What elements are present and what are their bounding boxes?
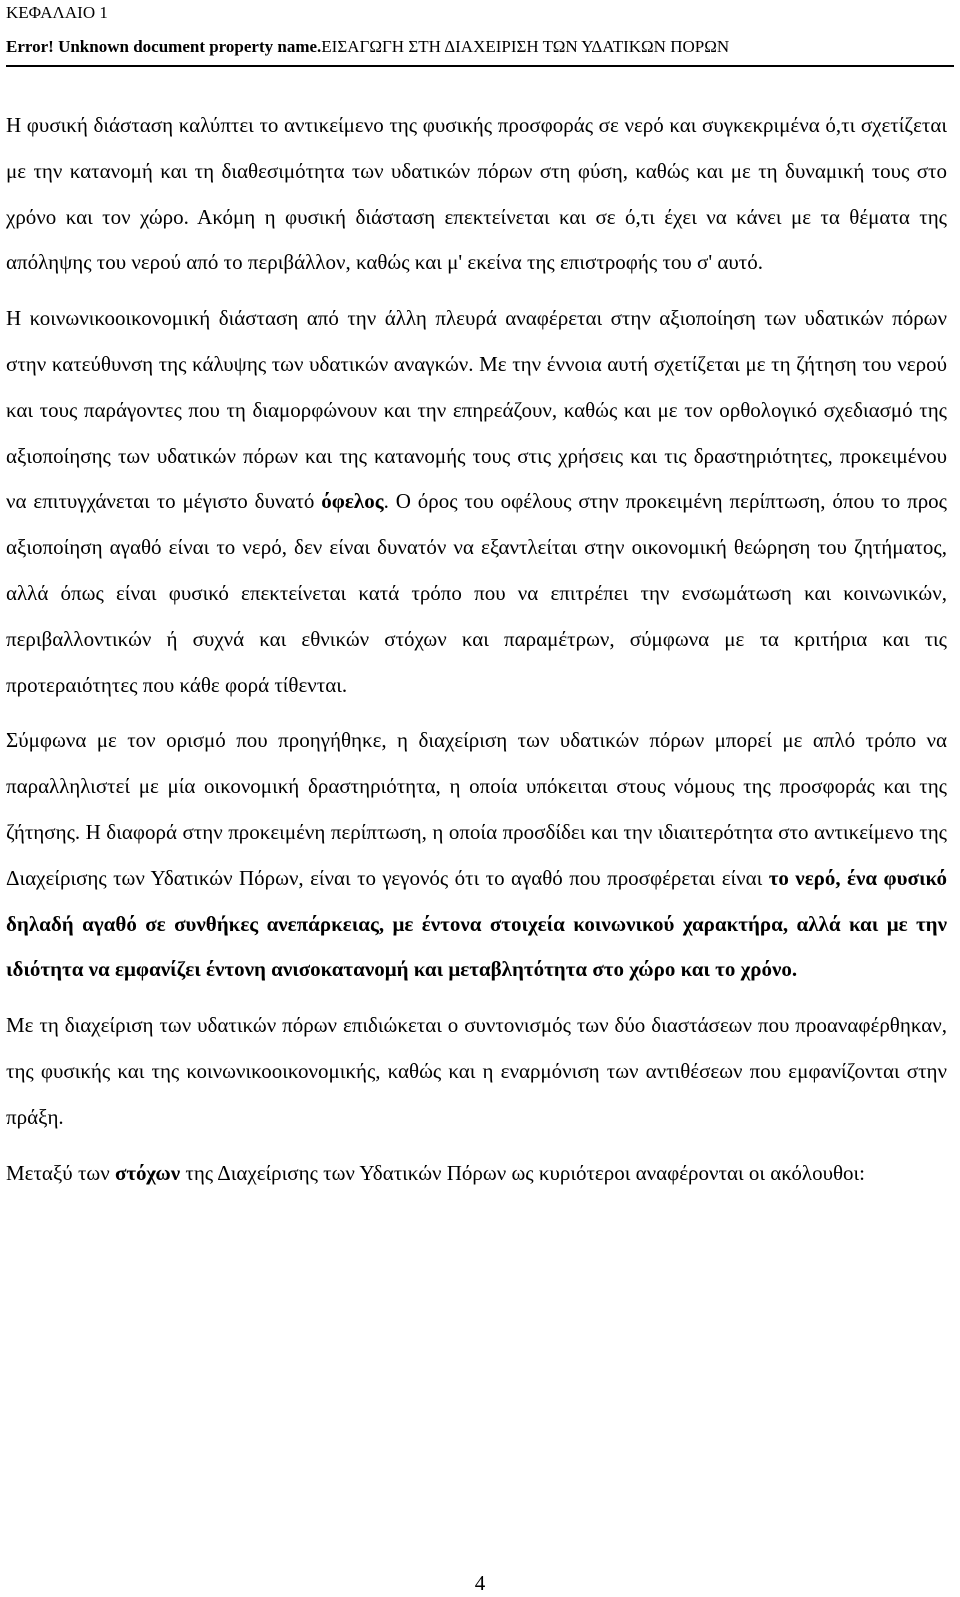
paragraph-text: . Ο όρος του οφέλους στην προκειμένη περίπτωση, όπου το προς αξιοποίηση αγαθό είναι το νερό, δεν είναι δυνατόν να εξαντλείται στην οικονομική θεώρηση του ζητήματος, αλλά όπως είναι φυσικό επεκτείνεται κατά τρόπο που να επιτρέπει την ενσωμάτωση και κοινωνικών, περιβαλλοντικών ή συχνά και εθνικών στόχων και παραμέτρων, σύμφωνα με τα κριτήρια και τις προτεραιότητες που κάθε φορά τίθενται. bbox=[6, 489, 947, 697]
header-title: ΕΙΣΑΓΩΓΗ ΣΤΗ ΔΙΑΧΕΙΡΙΣΗ ΤΩΝ ΥΔΑΤΙΚΩΝ ΠΟΡΩΝ bbox=[321, 37, 730, 56]
paragraph-socioeconomic-dimension bbox=[6, 296, 947, 708]
paragraph-management-definition bbox=[6, 718, 947, 993]
document-body bbox=[6, 103, 947, 1206]
paragraph-text: της Διαχείρισης των Υδατικών Πόρων ως κυριότεροι αναφέρονται οι ακόλουθοι: bbox=[180, 1160, 866, 1185]
paragraph-coordination: Με τη διαχείριση των υδατικών πόρων επιδιώκεται ο συντονισμός των δύο διαστάσεων που προαναφέρθηκαν, της φυσικής και της κοινωνικοοικονομικής, καθώς και η εναρμόνιση των αντιθέσεων που εμφανίζονται στην πράξη. bbox=[6, 1013, 947, 1129]
chapter-label: ΚΕΦΑΛΑΙΟ 1 bbox=[6, 3, 108, 22]
header-rule bbox=[6, 65, 954, 67]
running-title bbox=[6, 36, 954, 58]
paragraph-text: Η κοινωνικοοικονομική διάσταση από την άλλη πλευρά αναφέρεται στην αξιοποίηση των υδατικών πόρων στην κατεύθυνση της κάλυψης των υδατικών αναγκών. Με την έννοια αυτή σχετίζεται με τη ζήτηση του νερού και τους παράγοντες που τη διαμορφώνουν και την επηρεάζουν, καθώς και με τον ορθολογικό σχεδιασμό της αξιοποίησης των υδατικών πόρων και της κατανομής τους στις χρήσεις και τις δραστηριότητες, προκειμένου να επιτυγχάνεται το μέγιστο δυνατό bbox=[6, 306, 947, 514]
paragraph-text: Μεταξύ των bbox=[6, 1160, 115, 1185]
page-number: 4 bbox=[474, 1571, 486, 1595]
page-header bbox=[6, 0, 954, 58]
bold-emphasis: το νερό, ένα φυσικό δηλαδή αγαθό σε συνθήκες ανεπάρκειας, με έντονα στοιχεία κοινωνικού χαρακτήρα, αλλά και με την ιδιότητα να εμφανίζει έντονη ανισοκατανομή και μεταβλητότητα στο χώρο και το χρόνο. bbox=[6, 865, 948, 982]
error-text: Error! Unknown document property name. bbox=[6, 37, 322, 56]
paragraph-text: Σύμφωνα με τον ορισμό που προηγήθηκε, η διαχείριση των υδατικών πόρων μπορεί με απλό τρόπο να παραλληλιστεί με μία οικονομική δραστηριότητα, η οποία υπόκειται στους νόμους της προσφοράς και της ζήτησης. Η διαφορά στην προκειμένη περίπτωση, η οποία προσδίδει και την ιδιαιτερότητα στο αντικείμενο της Διαχείρισης των Υδατικών Πόρων, είναι το γεγονός ότι το αγαθό που προσφέρεται είναι bbox=[6, 728, 947, 890]
paragraph-goals-intro bbox=[6, 1151, 947, 1197]
paragraph-physical-dimension: Η φυσική διάσταση καλύπτει το αντικείμενο της φυσικής προσφοράς σε νερό και συγκεκριμένα ό,τι σχετίζεται με την κατανομή και τη διαθεσιμότητα των υδατικών πόρων στη φύση, καθώς και με τη δυναμική τους στο χρόνο και τον χώρο. Ακόμη η φυσική διάσταση επεκτείνεται και σε ό,τι έχει να κάνει με τα θέματα της απόληψης του νερού από το περιβάλλον, καθώς και μ' εκείνα της επιστροφής του σ' αυτό. bbox=[6, 113, 947, 275]
bold-term-goals: στόχων bbox=[114, 1160, 181, 1185]
bold-term-benefit: όφελος bbox=[321, 489, 384, 514]
